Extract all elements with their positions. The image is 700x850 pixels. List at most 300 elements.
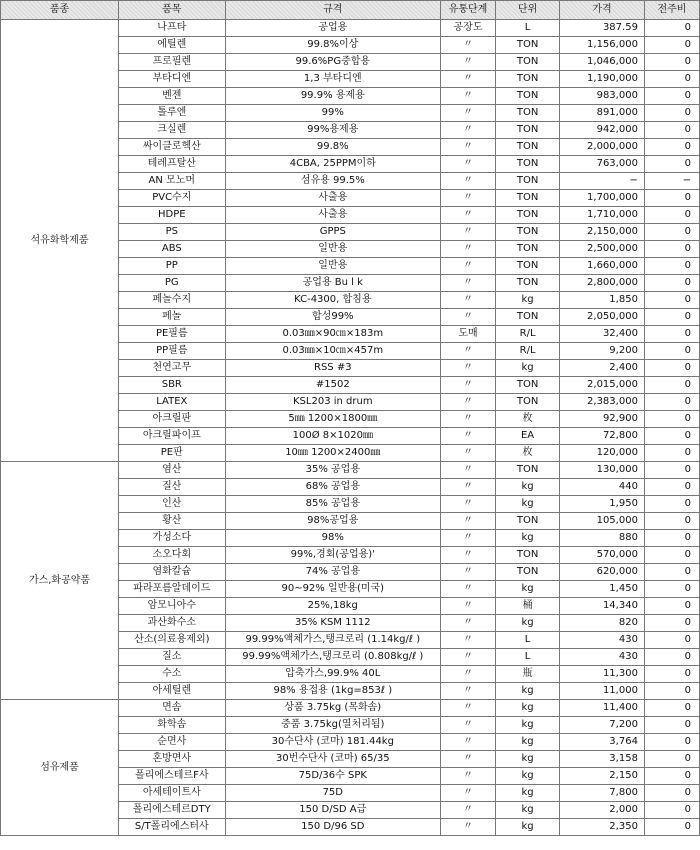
item-cell: 아크릴파이프 <box>119 428 226 445</box>
table-header-row <box>1 1 700 20</box>
price-cell: 1,700,000 <box>560 190 645 207</box>
header-category: 품종 <box>1 1 119 20</box>
price-cell: 130,000 <box>560 462 645 479</box>
price-cell: 820 <box>560 615 645 632</box>
price-cell: 1,156,000 <box>560 37 645 54</box>
unit-cell: TON <box>496 241 560 258</box>
unit-cell: 桶 <box>496 598 560 615</box>
unit-cell: 枚 <box>496 445 560 462</box>
spec-cell: 25%,18kg <box>225 598 440 615</box>
prev-cell: 0 <box>644 275 699 292</box>
prev-cell: 0 <box>644 20 699 37</box>
price-cell: 11,400 <box>560 700 645 717</box>
item-cell: PG <box>119 275 226 292</box>
stage-cell: 〃 <box>441 360 496 377</box>
spec-cell: 10㎜ 1200×2400㎜ <box>225 445 440 462</box>
stage-cell: 〃 <box>441 513 496 530</box>
prev-cell: 0 <box>644 224 699 241</box>
prev-cell: 0 <box>644 717 699 734</box>
price-cell: 2,500,000 <box>560 241 645 258</box>
item-cell: 폴리에스테르F사 <box>119 768 226 785</box>
stage-cell: 〃 <box>441 343 496 360</box>
stage-cell: 〃 <box>441 666 496 683</box>
item-cell: 염산 <box>119 462 226 479</box>
item-cell: S/T폴리에스터사 <box>119 819 226 836</box>
item-cell: 황산 <box>119 513 226 530</box>
spec-cell: KSL203 in drum <box>225 394 440 411</box>
unit-cell: R/L <box>496 343 560 360</box>
unit-cell: L <box>496 632 560 649</box>
price-cell: 11,000 <box>560 683 645 700</box>
unit-cell: L <box>496 20 560 37</box>
prev-cell: 0 <box>644 105 699 122</box>
spec-cell: 150 D/96 SD <box>225 819 440 836</box>
price-cell: 3,764 <box>560 734 645 751</box>
item-cell: PS <box>119 224 226 241</box>
prev-cell: 0 <box>644 513 699 530</box>
stage-cell: 〃 <box>441 207 496 224</box>
prev-cell: 0 <box>644 326 699 343</box>
price-cell: 880 <box>560 530 645 547</box>
prev-cell: 0 <box>644 598 699 615</box>
price-cell: 942,000 <box>560 122 645 139</box>
prev-cell: 0 <box>644 496 699 513</box>
unit-cell: kg <box>496 530 560 547</box>
stage-cell: 〃 <box>441 530 496 547</box>
item-cell: 폴리에스테르DTY <box>119 802 226 819</box>
spec-cell: 68% 공업용 <box>225 479 440 496</box>
unit-cell: kg <box>496 496 560 513</box>
prev-cell: − <box>644 173 699 190</box>
prev-cell: 0 <box>644 547 699 564</box>
item-cell: 혼방면사 <box>119 751 226 768</box>
spec-cell: 사출용 <box>225 190 440 207</box>
price-cell: 32,400 <box>560 326 645 343</box>
stage-cell: 〃 <box>441 139 496 156</box>
unit-cell: L <box>496 649 560 666</box>
stage-cell: 〃 <box>441 683 496 700</box>
item-cell: 페놀 <box>119 309 226 326</box>
stage-cell: 〃 <box>441 190 496 207</box>
spec-cell: 공업용 <box>225 20 440 37</box>
unit-cell: TON <box>496 207 560 224</box>
stage-cell: 〃 <box>441 581 496 598</box>
unit-cell: kg <box>496 683 560 700</box>
item-cell: 아세테이트사 <box>119 785 226 802</box>
unit-cell: TON <box>496 275 560 292</box>
unit-cell: TON <box>496 71 560 88</box>
item-cell: SBR <box>119 377 226 394</box>
unit-cell: TON <box>496 54 560 71</box>
prev-cell: 0 <box>644 530 699 547</box>
unit-cell: TON <box>496 224 560 241</box>
unit-cell: kg <box>496 734 560 751</box>
price-cell: 1,660,000 <box>560 258 645 275</box>
price-cell: 1,046,000 <box>560 54 645 71</box>
spec-cell: 98% 용접용 (1kg=853ℓ ) <box>225 683 440 700</box>
spec-cell: 99.6%PG중합용 <box>225 54 440 71</box>
price-cell: 120,000 <box>560 445 645 462</box>
unit-cell: TON <box>496 547 560 564</box>
spec-cell: 98% <box>225 530 440 547</box>
unit-cell: TON <box>496 309 560 326</box>
prev-cell: 0 <box>644 581 699 598</box>
stage-cell: 〃 <box>441 700 496 717</box>
unit-cell: kg <box>496 785 560 802</box>
stage-cell: 〃 <box>441 88 496 105</box>
price-cell: 1,710,000 <box>560 207 645 224</box>
price-cell: 105,000 <box>560 513 645 530</box>
item-cell: 암모니아수 <box>119 598 226 615</box>
prev-cell: 0 <box>644 88 699 105</box>
prev-cell: 0 <box>644 785 699 802</box>
price-cell: 2,015,000 <box>560 377 645 394</box>
spec-cell: 99.8% <box>225 139 440 156</box>
spec-cell: 99%,경회(공업용)' <box>225 547 440 564</box>
unit-cell: TON <box>496 37 560 54</box>
item-cell: 소오다회 <box>119 547 226 564</box>
item-cell: 과산화수소 <box>119 615 226 632</box>
spec-cell: 99%용제용 <box>225 122 440 139</box>
spec-cell: 150 D/SD A급 <box>225 802 440 819</box>
unit-cell: kg <box>496 819 560 836</box>
prev-cell: 0 <box>644 751 699 768</box>
stage-cell: 〃 <box>441 632 496 649</box>
stage-cell: 〃 <box>441 649 496 666</box>
stage-cell: 〃 <box>441 564 496 581</box>
stage-cell: 〃 <box>441 615 496 632</box>
stage-cell: 〃 <box>441 54 496 71</box>
unit-cell: TON <box>496 564 560 581</box>
prev-cell: 0 <box>644 445 699 462</box>
item-cell: 톨루엔 <box>119 105 226 122</box>
spec-cell: 99.8%이상 <box>225 37 440 54</box>
price-cell: 430 <box>560 632 645 649</box>
spec-cell: 5㎜ 1200×1800㎜ <box>225 411 440 428</box>
item-cell: 순면사 <box>119 734 226 751</box>
price-cell: 1,950 <box>560 496 645 513</box>
category-cell: 가스,화공약품 <box>1 462 119 700</box>
price-cell: 1,850 <box>560 292 645 309</box>
price-cell: 2,150 <box>560 768 645 785</box>
stage-cell: 〃 <box>441 292 496 309</box>
stage-cell: 〃 <box>441 428 496 445</box>
price-cell: 891,000 <box>560 105 645 122</box>
price-cell: 9,200 <box>560 343 645 360</box>
spec-cell: 90~92% 일반용(미국) <box>225 581 440 598</box>
unit-cell: TON <box>496 513 560 530</box>
header-price: 가격 <box>560 1 645 20</box>
unit-cell: kg <box>496 360 560 377</box>
unit-cell: EA <box>496 428 560 445</box>
category-cell: 석유화학제품 <box>1 20 119 462</box>
stage-cell: 〃 <box>441 241 496 258</box>
prev-cell: 0 <box>644 802 699 819</box>
unit-cell: 枚 <box>496 411 560 428</box>
item-cell: 테레프탈산 <box>119 156 226 173</box>
spec-cell: 30번수단사 (코마) 65/35 <box>225 751 440 768</box>
price-cell: 7,800 <box>560 785 645 802</box>
price-cell: − <box>560 173 645 190</box>
spec-cell: 75D/36수 SPK <box>225 768 440 785</box>
stage-cell: 〃 <box>441 768 496 785</box>
spec-cell: 0.03㎜×90㎝×183m <box>225 326 440 343</box>
item-cell: 크실렌 <box>119 122 226 139</box>
prev-cell: 0 <box>644 700 699 717</box>
item-cell: 벤젠 <box>119 88 226 105</box>
item-cell: 에틸렌 <box>119 37 226 54</box>
unit-cell: kg <box>496 768 560 785</box>
price-cell: 570,000 <box>560 547 645 564</box>
stage-cell: 〃 <box>441 717 496 734</box>
item-cell: 파라포름알데이드 <box>119 581 226 598</box>
spec-cell: 99.99%액체가스,탱크로리 (0.808kg/ℓ ) <box>225 649 440 666</box>
unit-cell: TON <box>496 173 560 190</box>
header-item: 품목 <box>119 1 226 20</box>
prev-cell: 0 <box>644 734 699 751</box>
price-cell: 3,158 <box>560 751 645 768</box>
prev-cell: 0 <box>644 37 699 54</box>
item-cell: PP필름 <box>119 343 226 360</box>
stage-cell: 〃 <box>441 785 496 802</box>
prev-cell: 0 <box>644 394 699 411</box>
prev-cell: 0 <box>644 462 699 479</box>
prev-cell: 0 <box>644 615 699 632</box>
item-cell: ABS <box>119 241 226 258</box>
stage-cell: 〃 <box>441 598 496 615</box>
prev-cell: 0 <box>644 54 699 71</box>
item-cell: 면솜 <box>119 700 226 717</box>
unit-cell: TON <box>496 105 560 122</box>
item-cell: 아세틸렌 <box>119 683 226 700</box>
unit-cell: TON <box>496 377 560 394</box>
unit-cell: kg <box>496 479 560 496</box>
price-cell: 2,350 <box>560 819 645 836</box>
table-body <box>1 20 700 836</box>
item-cell: HDPE <box>119 207 226 224</box>
stage-cell: 〃 <box>441 37 496 54</box>
prev-cell: 0 <box>644 564 699 581</box>
spec-cell: 공업용 Bu l k <box>225 275 440 292</box>
spec-cell: 일반용 <box>225 258 440 275</box>
unit-cell: TON <box>496 88 560 105</box>
prev-cell: 0 <box>644 768 699 785</box>
header-spec: 규격 <box>225 1 440 20</box>
spec-cell: 99% <box>225 105 440 122</box>
unit-cell: TON <box>496 462 560 479</box>
stage-cell: 〃 <box>441 819 496 836</box>
prev-cell: 0 <box>644 683 699 700</box>
item-cell: 싸이클로헥산 <box>119 139 226 156</box>
item-cell: 나프타 <box>119 20 226 37</box>
spec-cell: 74% 공업용 <box>225 564 440 581</box>
price-cell: 2,800,000 <box>560 275 645 292</box>
spec-cell: 합성99% <box>225 309 440 326</box>
item-cell: 염화칼슘 <box>119 564 226 581</box>
spec-cell: 압축가스,99.9% 40L <box>225 666 440 683</box>
prev-cell: 0 <box>644 428 699 445</box>
stage-cell: 〃 <box>441 156 496 173</box>
item-cell: 인산 <box>119 496 226 513</box>
stage-cell: 〃 <box>441 445 496 462</box>
spec-cell: RSS #3 <box>225 360 440 377</box>
spec-cell: 35% 공업용 <box>225 462 440 479</box>
prev-cell: 0 <box>644 343 699 360</box>
item-cell: PE필름 <box>119 326 226 343</box>
item-cell: 수소 <box>119 666 226 683</box>
price-cell: 14,340 <box>560 598 645 615</box>
stage-cell: 〃 <box>441 802 496 819</box>
prev-cell: 0 <box>644 190 699 207</box>
stage-cell: 〃 <box>441 309 496 326</box>
spec-cell: 사출용 <box>225 207 440 224</box>
stage-cell: 〃 <box>441 479 496 496</box>
spec-cell: KC-4300, 합침용 <box>225 292 440 309</box>
spec-cell: 중품 3.75kg(열처리됨) <box>225 717 440 734</box>
prev-cell: 0 <box>644 292 699 309</box>
spec-cell: 일반용 <box>225 241 440 258</box>
price-cell: 2,000 <box>560 802 645 819</box>
stage-cell: 〃 <box>441 173 496 190</box>
stage-cell: 〃 <box>441 411 496 428</box>
table-row <box>1 700 700 717</box>
unit-cell: kg <box>496 717 560 734</box>
price-cell: 620,000 <box>560 564 645 581</box>
stage-cell: 〃 <box>441 377 496 394</box>
spec-cell: #1502 <box>225 377 440 394</box>
unit-cell: TON <box>496 156 560 173</box>
item-cell: 질소 <box>119 649 226 666</box>
item-cell: PE판 <box>119 445 226 462</box>
unit-cell: 瓶 <box>496 666 560 683</box>
unit-cell: TON <box>496 122 560 139</box>
prev-cell: 0 <box>644 360 699 377</box>
item-cell: 질산 <box>119 479 226 496</box>
spec-cell: 75D <box>225 785 440 802</box>
unit-cell: kg <box>496 700 560 717</box>
spec-cell: GPPS <box>225 224 440 241</box>
table-row <box>1 20 700 37</box>
prev-cell: 0 <box>644 241 699 258</box>
price-cell: 2,000,000 <box>560 139 645 156</box>
item-cell: PP <box>119 258 226 275</box>
price-cell: 2,050,000 <box>560 309 645 326</box>
item-cell: PVC수지 <box>119 190 226 207</box>
item-cell: AN 모노머 <box>119 173 226 190</box>
prev-cell: 0 <box>644 479 699 496</box>
stage-cell: 〃 <box>441 258 496 275</box>
spec-cell: 상품 3.75kg (목화솜) <box>225 700 440 717</box>
item-cell: 페놀수지 <box>119 292 226 309</box>
price-cell: 763,000 <box>560 156 645 173</box>
price-cell: 1,450 <box>560 581 645 598</box>
stage-cell: 〃 <box>441 496 496 513</box>
price-cell: 430 <box>560 649 645 666</box>
price-cell: 387.59 <box>560 20 645 37</box>
stage-cell: 〃 <box>441 751 496 768</box>
spec-cell: 0.03㎜×10㎝×457m <box>225 343 440 360</box>
unit-cell: TON <box>496 139 560 156</box>
table-row <box>1 462 700 479</box>
spec-cell: 1,3 부타디엔 <box>225 71 440 88</box>
prev-cell: 0 <box>644 632 699 649</box>
stage-cell: 〃 <box>441 734 496 751</box>
spec-cell: 99.99%액체가스,탱크로리 (1.14kg/ℓ ) <box>225 632 440 649</box>
spec-cell: 98%공업용 <box>225 513 440 530</box>
item-cell: 가성소다 <box>119 530 226 547</box>
prev-cell: 0 <box>644 156 699 173</box>
price-cell: 7,200 <box>560 717 645 734</box>
stage-cell: 〃 <box>441 275 496 292</box>
header-stage: 유통단계 <box>441 1 496 20</box>
spec-cell: 30수단사 (코마) 181.44kg <box>225 734 440 751</box>
stage-cell: 〃 <box>441 105 496 122</box>
prev-cell: 0 <box>644 309 699 326</box>
stage-cell: 〃 <box>441 122 496 139</box>
stage-cell: 도매 <box>441 326 496 343</box>
price-cell: 72,800 <box>560 428 645 445</box>
unit-cell: kg <box>496 581 560 598</box>
stage-cell: 공장도 <box>441 20 496 37</box>
item-cell: LATEX <box>119 394 226 411</box>
spec-cell: 35% KSM 1112 <box>225 615 440 632</box>
spec-cell: 100Ø 8×1020㎜ <box>225 428 440 445</box>
unit-cell: kg <box>496 802 560 819</box>
stage-cell: 〃 <box>441 71 496 88</box>
price-cell: 2,400 <box>560 360 645 377</box>
prev-cell: 0 <box>644 207 699 224</box>
item-cell: 화학솜 <box>119 717 226 734</box>
unit-cell: kg <box>496 615 560 632</box>
prev-cell: 0 <box>644 122 699 139</box>
price-cell: 2,150,000 <box>560 224 645 241</box>
prev-cell: 0 <box>644 819 699 836</box>
item-cell: 프로필렌 <box>119 54 226 71</box>
prev-cell: 0 <box>644 139 699 156</box>
prev-cell: 0 <box>644 666 699 683</box>
spec-cell: 99.9% 용제용 <box>225 88 440 105</box>
price-cell: 1,190,000 <box>560 71 645 88</box>
prev-cell: 0 <box>644 649 699 666</box>
unit-cell: TON <box>496 258 560 275</box>
stage-cell: 〃 <box>441 547 496 564</box>
category-cell: 섬유제품 <box>1 700 119 836</box>
spec-cell: 4CBA, 25PPM이하 <box>225 156 440 173</box>
stage-cell: 〃 <box>441 394 496 411</box>
prev-cell: 0 <box>644 258 699 275</box>
prev-cell: 0 <box>644 377 699 394</box>
price-cell: 92,900 <box>560 411 645 428</box>
unit-cell: TON <box>496 190 560 207</box>
item-cell: 아크릴판 <box>119 411 226 428</box>
item-cell: 부타디엔 <box>119 71 226 88</box>
price-cell: 440 <box>560 479 645 496</box>
spec-cell: 85% 공업용 <box>225 496 440 513</box>
unit-cell: TON <box>496 394 560 411</box>
unit-cell: kg <box>496 751 560 768</box>
price-cell: 983,000 <box>560 88 645 105</box>
header-prev: 전주비 <box>644 1 699 20</box>
item-cell: 천연고무 <box>119 360 226 377</box>
unit-cell: R/L <box>496 326 560 343</box>
price-cell: 11,300 <box>560 666 645 683</box>
stage-cell: 〃 <box>441 462 496 479</box>
item-cell: 산소(의료용제외) <box>119 632 226 649</box>
prev-cell: 0 <box>644 411 699 428</box>
stage-cell: 〃 <box>441 224 496 241</box>
price-cell: 2,383,000 <box>560 394 645 411</box>
unit-cell: kg <box>496 292 560 309</box>
